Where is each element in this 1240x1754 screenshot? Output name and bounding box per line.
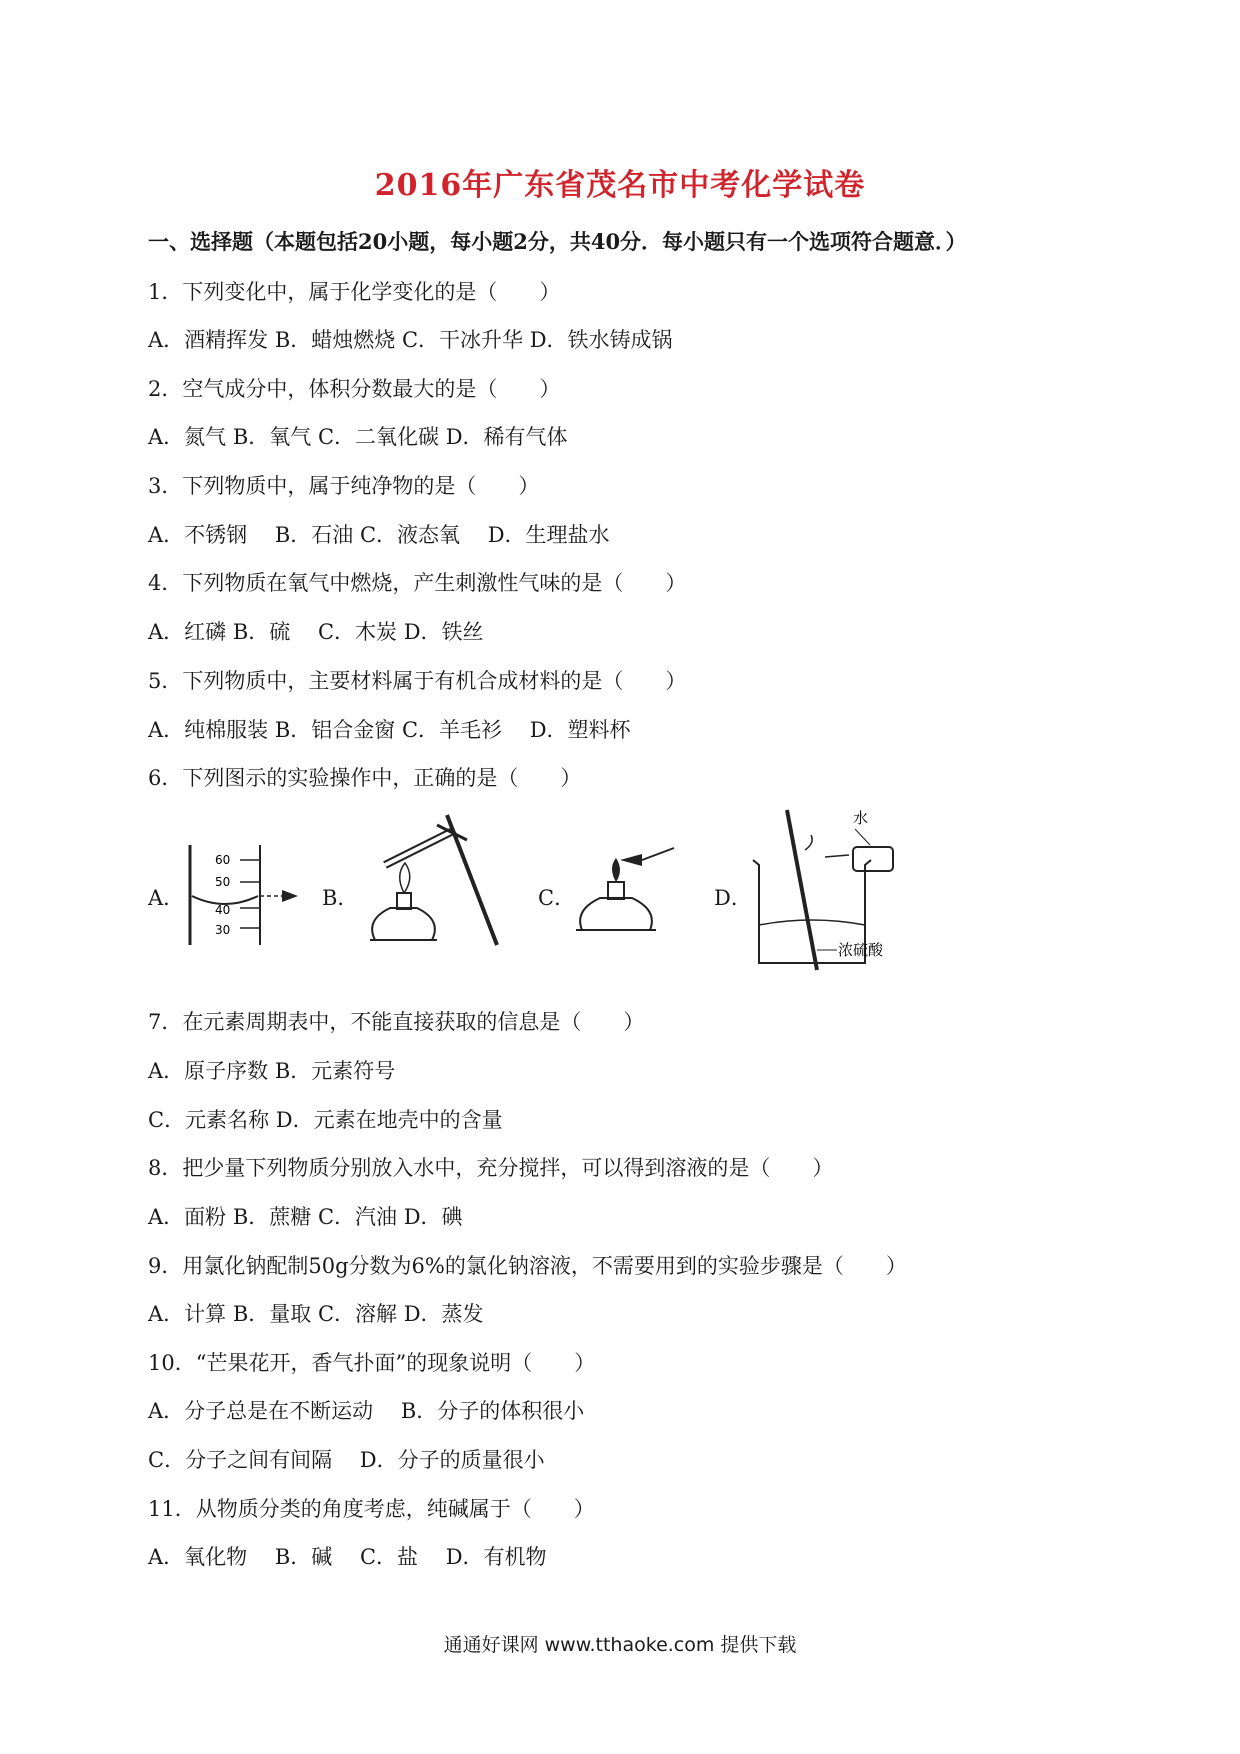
options-1: A．酒精挥发 B．蜡烛燃烧 C．干冰升华 D．铁水铸成锅 — [148, 328, 673, 352]
figure-b-label: B． — [322, 886, 359, 910]
figure-d-label: D． — [714, 886, 752, 910]
lighting-lamp-figure — [570, 840, 680, 940]
question-8: 8．把少量下列物质分别放入水中，充分搅拌，可以得到溶液的是（ ） — [148, 1156, 834, 1180]
options-11: A．氧化物 B．碱 C．盐 D．有机物 — [148, 1545, 547, 1569]
water-label: 水 — [853, 809, 869, 827]
section-heading: 一、选择题（本题包括20小题，每小题2分，共40分．每小题只有一个选项符合题意．） — [148, 229, 967, 254]
tick-60: 60 — [215, 853, 231, 867]
page-title: 2016年广东省茂名市中考化学试卷 — [374, 168, 866, 203]
options-10a: A．分子总是在不断运动 B．分子的体积很小 — [148, 1399, 585, 1423]
question-3: 3．下列物质中，属于纯净物的是（ ） — [148, 474, 540, 498]
question-6: 6．下列图示的实验操作中，正确的是（ ） — [148, 766, 582, 790]
options-9: A．计算 B．量取 C．溶解 D．蒸发 — [148, 1302, 484, 1326]
question-1: 1．下列变化中，属于化学变化的是（ ） — [148, 280, 561, 304]
options-7b: C．元素名称 D．元素在地壳中的含量 — [148, 1108, 503, 1132]
footer-source: 通通好课网 www.tthaoke.com 提供下载 — [443, 1634, 797, 1656]
figure-a-label: A． — [148, 886, 185, 910]
question-10: 10．“芒果花开，香气扑面”的现象说明（ ） — [148, 1351, 596, 1375]
acid-label: 浓硫酸 — [838, 941, 884, 959]
tick-40: 40 — [215, 903, 231, 917]
options-2: A．氮气 B．氧气 C．二氧化碳 D．稀有气体 — [148, 425, 568, 449]
options-5: A．纯棉服装 B．铝合金窗 C．羊毛衫 D．塑料杯 — [148, 718, 631, 742]
alcohol-lamp-tube-figure — [355, 805, 505, 960]
figure-c-label: C． — [538, 886, 576, 910]
question-5: 5．下列物质中，主要材料属于有机合成材料的是（ ） — [148, 669, 687, 693]
question-4: 4．下列物质在氧气中燃烧，产生刺激性气味的是（ ） — [148, 571, 687, 595]
tick-50: 50 — [215, 875, 231, 889]
question-2: 2．空气成分中，体积分数最大的是（ ） — [148, 377, 561, 401]
options-3: A．不锈钢 B．石油 C．液态氧 D．生理盐水 — [148, 523, 610, 547]
options-10b: C．分子之间有间隔 D．分子的质量很小 — [148, 1448, 545, 1472]
question-7: 7．在元素周期表中，不能直接获取的信息是（ ） — [148, 1010, 645, 1034]
dilute-acid-figure — [745, 805, 905, 975]
question-9: 9．用氯化钠配制50g分数为6%的氯化钠溶液，不需要用到的实验步骤是（ ） — [148, 1254, 907, 1278]
options-8: A．面粉 B．蔗糖 C．汽油 D．碘 — [148, 1205, 463, 1229]
question-11: 11．从物质分类的角度考虑，纯碱属于（ ） — [148, 1497, 595, 1521]
options-4: A．红磷 B．硫 C．木炭 D．铁丝 — [148, 620, 484, 644]
tick-30: 30 — [215, 923, 231, 937]
graduated-cylinder-figure — [180, 840, 300, 950]
options-7a: A．原子序数 B．元素符号 — [148, 1059, 396, 1083]
